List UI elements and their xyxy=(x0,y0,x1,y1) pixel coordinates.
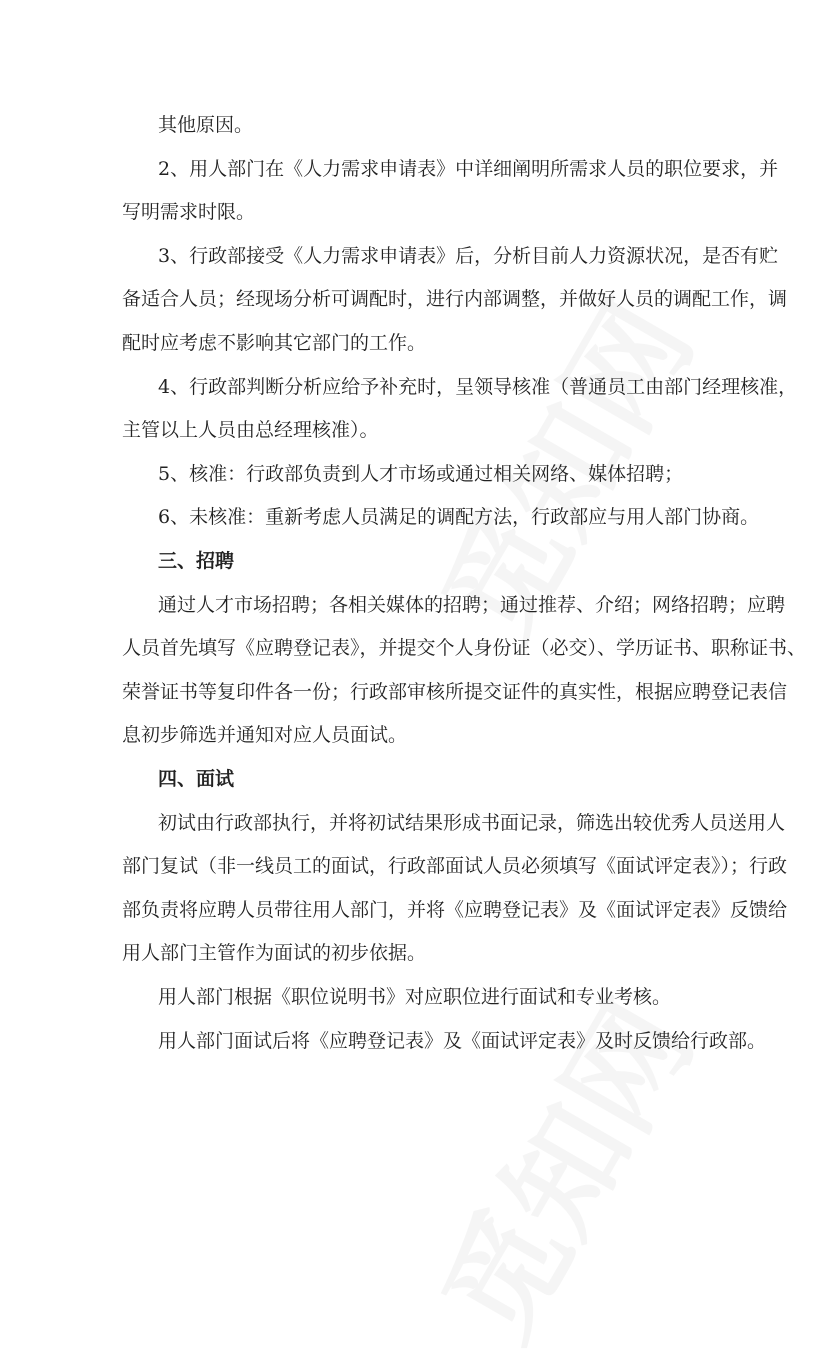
paragraph-line: 人员首先填写《应聘登记表》，并提交个人身份证（必交）、学历证书、职称证书、 xyxy=(122,637,807,660)
paragraph-line: 3、行政部接受《人力需求申请表》后，分析目前人力资源状况，是否有贮 xyxy=(158,244,779,267)
watermark xyxy=(396,967,725,1365)
paragraph-line: 部门复试（非一线员工的面试，行政部面试人员必须填写《面试评定表》）；行政 xyxy=(122,855,788,878)
paragraph-line: 部负责将应聘人员带往用人部门，并将《应聘登记表》及《面试评定表》反馈给 xyxy=(122,898,788,921)
paragraph-line: 荣誉证书等复印件各一份；行政部审核所提交证件的真实性，根据应聘登记表信 xyxy=(122,680,788,703)
paragraph-line: 6、未核准：重新考虑人员满足的调配方法，行政部应与用人部门协商。 xyxy=(158,506,760,529)
paragraph-line: 2、用人部门在《人力需求申请表》中详细阐明所需求人员的职位要求，并 xyxy=(158,157,779,180)
paragraph-line: 4、行政部判断分析应给予补充时，呈领导核准（普通员工由部门经理核准， xyxy=(158,375,798,398)
paragraph-line: 主管以上人员由总经理核准）。 xyxy=(122,419,379,442)
paragraph-line: 5、核准：行政部负责到人才市场或通过相关网络、媒体招聘； xyxy=(158,462,684,485)
section-heading: 三、招聘 xyxy=(158,550,235,572)
paragraph-line: 其他原因。 xyxy=(158,114,254,136)
paragraph-line: 用人部门主管作为面试的初步依据。 xyxy=(122,942,427,965)
paragraph-line: 息初步筛选并通知对应人员面试。 xyxy=(122,724,408,747)
paragraph-line: 备适合人员；经现场分析可调配时，进行内部调整，并做好人员的调配工作，调 xyxy=(122,288,788,311)
paragraph-line: 用人部门根据《职位说明书》对应职位进行面试和专业考核。 xyxy=(158,986,672,1008)
paragraph-line: 通过人才市场招聘；各相关媒体的招聘；通过推荐、介绍；网络招聘；应聘 xyxy=(158,593,786,616)
paragraph-line: 用人部门面试后将《应聘登记表》及《面试评定表》及时反馈给行政部。 xyxy=(158,1029,767,1052)
paragraph-line: 初试由行政部执行，并将初试结果形成书面记录，筛选出较优秀人员送用人 xyxy=(158,811,786,834)
paragraph-line: 配时应考虑不影响其它部门的工作。 xyxy=(122,332,427,354)
paragraph-line: 写明需求时限。 xyxy=(122,201,256,224)
section-heading: 四、面试 xyxy=(158,768,235,790)
